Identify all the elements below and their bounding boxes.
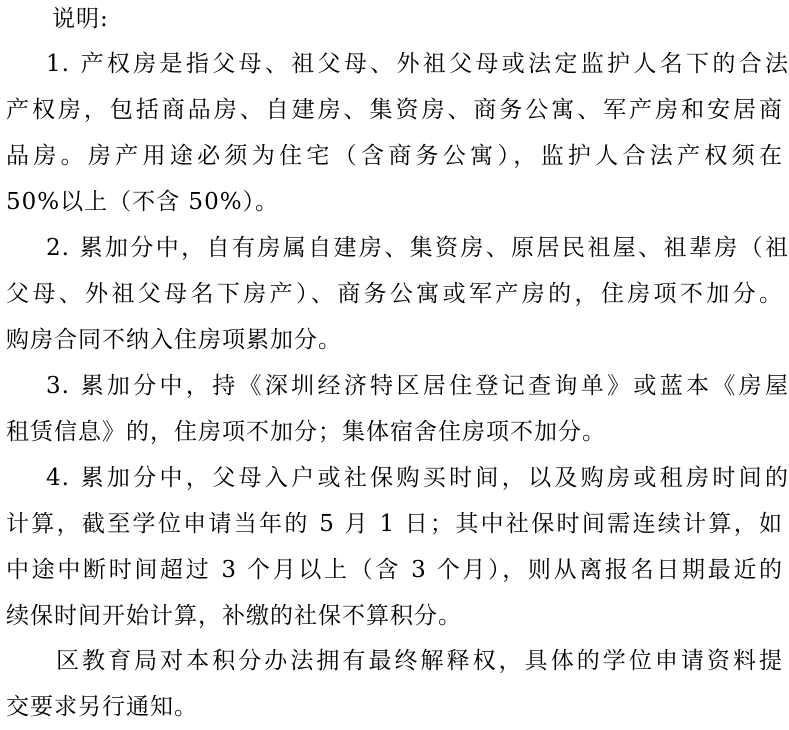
item-2-line-2: 父母、外祖父母名下房产）、商务公寓或军产房的，住房项不加分。	[6, 281, 783, 307]
closing-line-2: 交要求另行通知。	[6, 694, 198, 720]
item-1-line-3: 品房。房产用途必须为住宅（含商务公寓），监护人合法产权须在	[6, 143, 783, 169]
item-4-line-4: 续保时间开始计算，补缴的社保不算积分。	[6, 603, 462, 629]
item-2-line-3: 购房合同不纳入住房项累加分。	[6, 327, 342, 353]
item-2-line-1: 2. 累加分中，自有房属自建房、集资房、原居民祖屋、祖辈房（祖	[46, 235, 789, 261]
item-4-line-1: 4. 累加分中，父母入户或社保购买时间，以及购房或租房时间的	[46, 465, 789, 491]
item-3-line-1: 3. 累加分中，持《深圳经济特区居住登记查询单》或蓝本《房屋	[46, 373, 789, 399]
closing-line-1: 区教育局对本积分办法拥有最终解释权，具体的学位申请资料提	[56, 648, 783, 674]
item-4-line-2: 计算，截至学位申请当年的 5 月 1 日；其中社保时间需连续计算，如	[6, 511, 783, 537]
item-3-line-2: 租赁信息》的，住房项不加分；集体宿舍住房项不加分。	[6, 419, 606, 445]
item-1-line-1: 1. 产权房是指父母、祖父母、外祖父母或法定监护人名下的合法	[46, 51, 789, 77]
item-1-line-4: 50%以上（不含 50%）。	[6, 189, 280, 215]
item-1-line-2: 产权房，包括商品房、自建房、集资房、商务公寓、军产房和安居商	[6, 97, 783, 123]
item-4-line-3: 中途中断时间超过 3 个月以上（含 3 个月），则从离报名日期最近的	[6, 557, 783, 583]
notes-heading: 说明:	[52, 6, 109, 32]
